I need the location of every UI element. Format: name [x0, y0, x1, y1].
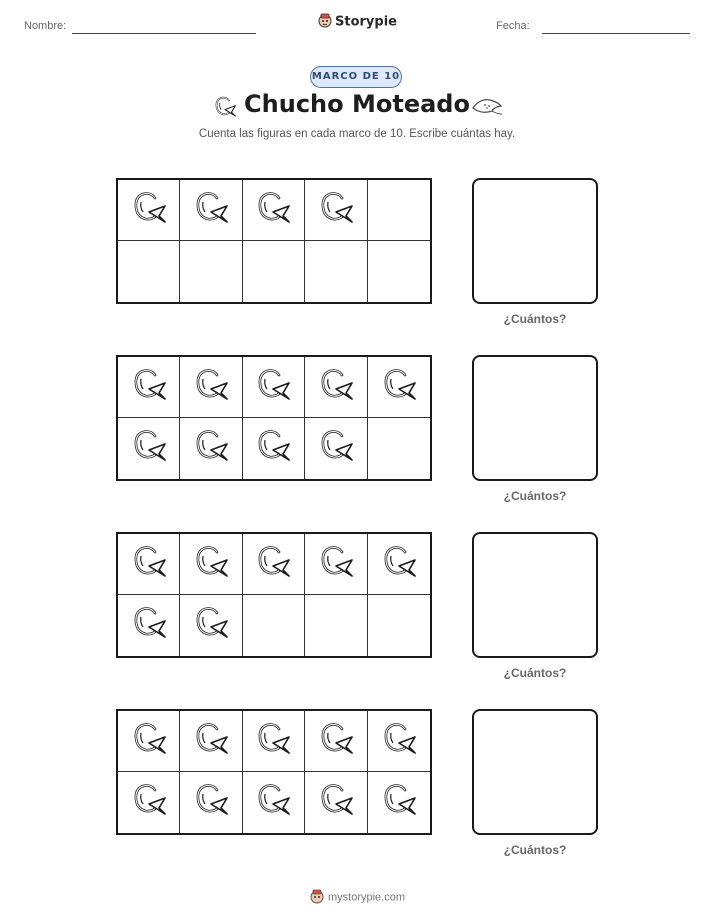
- spotted-eagle-ray-icon: [253, 542, 293, 587]
- frame-cell: [368, 241, 430, 302]
- frame-cell: [243, 418, 305, 479]
- answer-box-1[interactable]: [472, 178, 598, 304]
- spotted-eagle-ray-icon: [316, 188, 356, 233]
- frame-cell: [305, 595, 367, 656]
- spotted-eagle-ray-icon: [253, 426, 293, 471]
- spotted-eagle-ray-icon: [129, 719, 169, 764]
- spotted-eagle-ray-icon: [191, 780, 231, 825]
- frame-cell: [118, 534, 180, 595]
- spotted-eagle-ray-icon: [129, 426, 169, 471]
- frame-cell: [305, 534, 367, 595]
- frame-cell: [243, 772, 305, 833]
- spotted-eagle-ray-icon: [253, 188, 293, 233]
- footer-url: mystorypie.com: [327, 891, 406, 904]
- frame-cell: [118, 418, 180, 479]
- frame-cell: [243, 357, 305, 418]
- frame-cell: [180, 595, 242, 656]
- spotted-eagle-ray-icon: [316, 542, 356, 587]
- date-line[interactable]: [542, 33, 690, 34]
- spotted-eagle-ray-icon: [129, 365, 169, 410]
- frame-cell: [118, 711, 180, 772]
- spotted-eagle-ray-icon: [129, 603, 169, 648]
- spotted-eagle-ray-icon: [129, 780, 169, 825]
- answer-prompt-4: ¿Cuántos?: [503, 843, 567, 857]
- frame-cell: [118, 772, 180, 833]
- frame-cell: [243, 180, 305, 241]
- ten-frame-4: [116, 709, 432, 835]
- frame-cell: [180, 241, 242, 302]
- spotted-eagle-ray-icon: [191, 719, 231, 764]
- frame-cell: [305, 711, 367, 772]
- answer-box-3[interactable]: [472, 532, 598, 658]
- answer-box-2[interactable]: [472, 355, 598, 481]
- spotted-eagle-ray-icon: [379, 780, 419, 825]
- frame-cell: [368, 418, 430, 479]
- spotted-eagle-ray-icon: [129, 188, 169, 233]
- answer-prompt-1: ¿Cuántos?: [503, 312, 567, 326]
- spotted-eagle-ray-icon: [191, 542, 231, 587]
- spotted-eagle-ray-icon: [191, 188, 231, 233]
- stingray-outline-icon: [470, 94, 504, 123]
- frame-cell: [180, 357, 242, 418]
- answer-prompt-3: ¿Cuántos?: [503, 666, 567, 680]
- frame-cell: [180, 180, 242, 241]
- spotted-eagle-ray-icon: [253, 780, 293, 825]
- frame-cell: [118, 180, 180, 241]
- spotted-eagle-ray-icon: [191, 426, 231, 471]
- frame-cell: [368, 772, 430, 833]
- frame-cell: [368, 711, 430, 772]
- ten-frame-2: [116, 355, 432, 481]
- frame-cell: [180, 418, 242, 479]
- frame-cell: [305, 357, 367, 418]
- frame-cell: [305, 180, 367, 241]
- storypie-logo-icon: [309, 888, 325, 907]
- spotted-eagle-ray-icon: [379, 719, 419, 764]
- ten-frame-1: [116, 178, 432, 304]
- name-label: Nombre:: [24, 20, 67, 32]
- frame-cell: [243, 241, 305, 302]
- brand: [0, 12, 714, 32]
- storypie-logo-icon: [317, 12, 333, 32]
- instructions: Cuenta las figuras en cada marco de 10. Escribe cuántas hay.: [198, 128, 516, 140]
- spotted-eagle-ray-icon: [191, 365, 231, 410]
- frame-cell: [118, 241, 180, 302]
- frame-cell: [368, 357, 430, 418]
- frame-cell: [368, 534, 430, 595]
- date-label: Fecha:: [496, 20, 530, 32]
- frame-cell: [243, 534, 305, 595]
- frame-cell: [180, 772, 242, 833]
- worksheet-badge: MARCO DE 10: [310, 66, 402, 88]
- frame-cell: [305, 241, 367, 302]
- spotted-eagle-ray-icon: [129, 542, 169, 587]
- frame-cell: [368, 180, 430, 241]
- frame-cell: [243, 711, 305, 772]
- spotted-eagle-ray-icon: [316, 426, 356, 471]
- spotted-eagle-ray-icon: [253, 365, 293, 410]
- frame-cell: [180, 534, 242, 595]
- spotted-eagle-ray-icon: [316, 719, 356, 764]
- frame-cell: [180, 711, 242, 772]
- spotted-eagle-ray-icon: [253, 719, 293, 764]
- brand-name: Storypie: [335, 14, 397, 30]
- frame-cell: [118, 357, 180, 418]
- footer: [0, 888, 714, 907]
- frame-cell: [305, 772, 367, 833]
- spotted-eagle-ray-icon: [316, 780, 356, 825]
- spotted-eagle-ray-icon: [191, 603, 231, 648]
- page-title: Chucho Moteado: [244, 90, 470, 118]
- spotted-eagle-ray-icon: [379, 365, 419, 410]
- answer-prompt-2: ¿Cuántos?: [503, 489, 567, 503]
- name-line[interactable]: [72, 33, 256, 34]
- spotted-eagle-ray-icon: [379, 542, 419, 587]
- spotted-eagle-ray-icon: [316, 365, 356, 410]
- frame-cell: [118, 595, 180, 656]
- frame-cell: [305, 418, 367, 479]
- frame-cell: [368, 595, 430, 656]
- answer-box-4[interactable]: [472, 709, 598, 835]
- frame-cell: [243, 595, 305, 656]
- ten-frame-3: [116, 532, 432, 658]
